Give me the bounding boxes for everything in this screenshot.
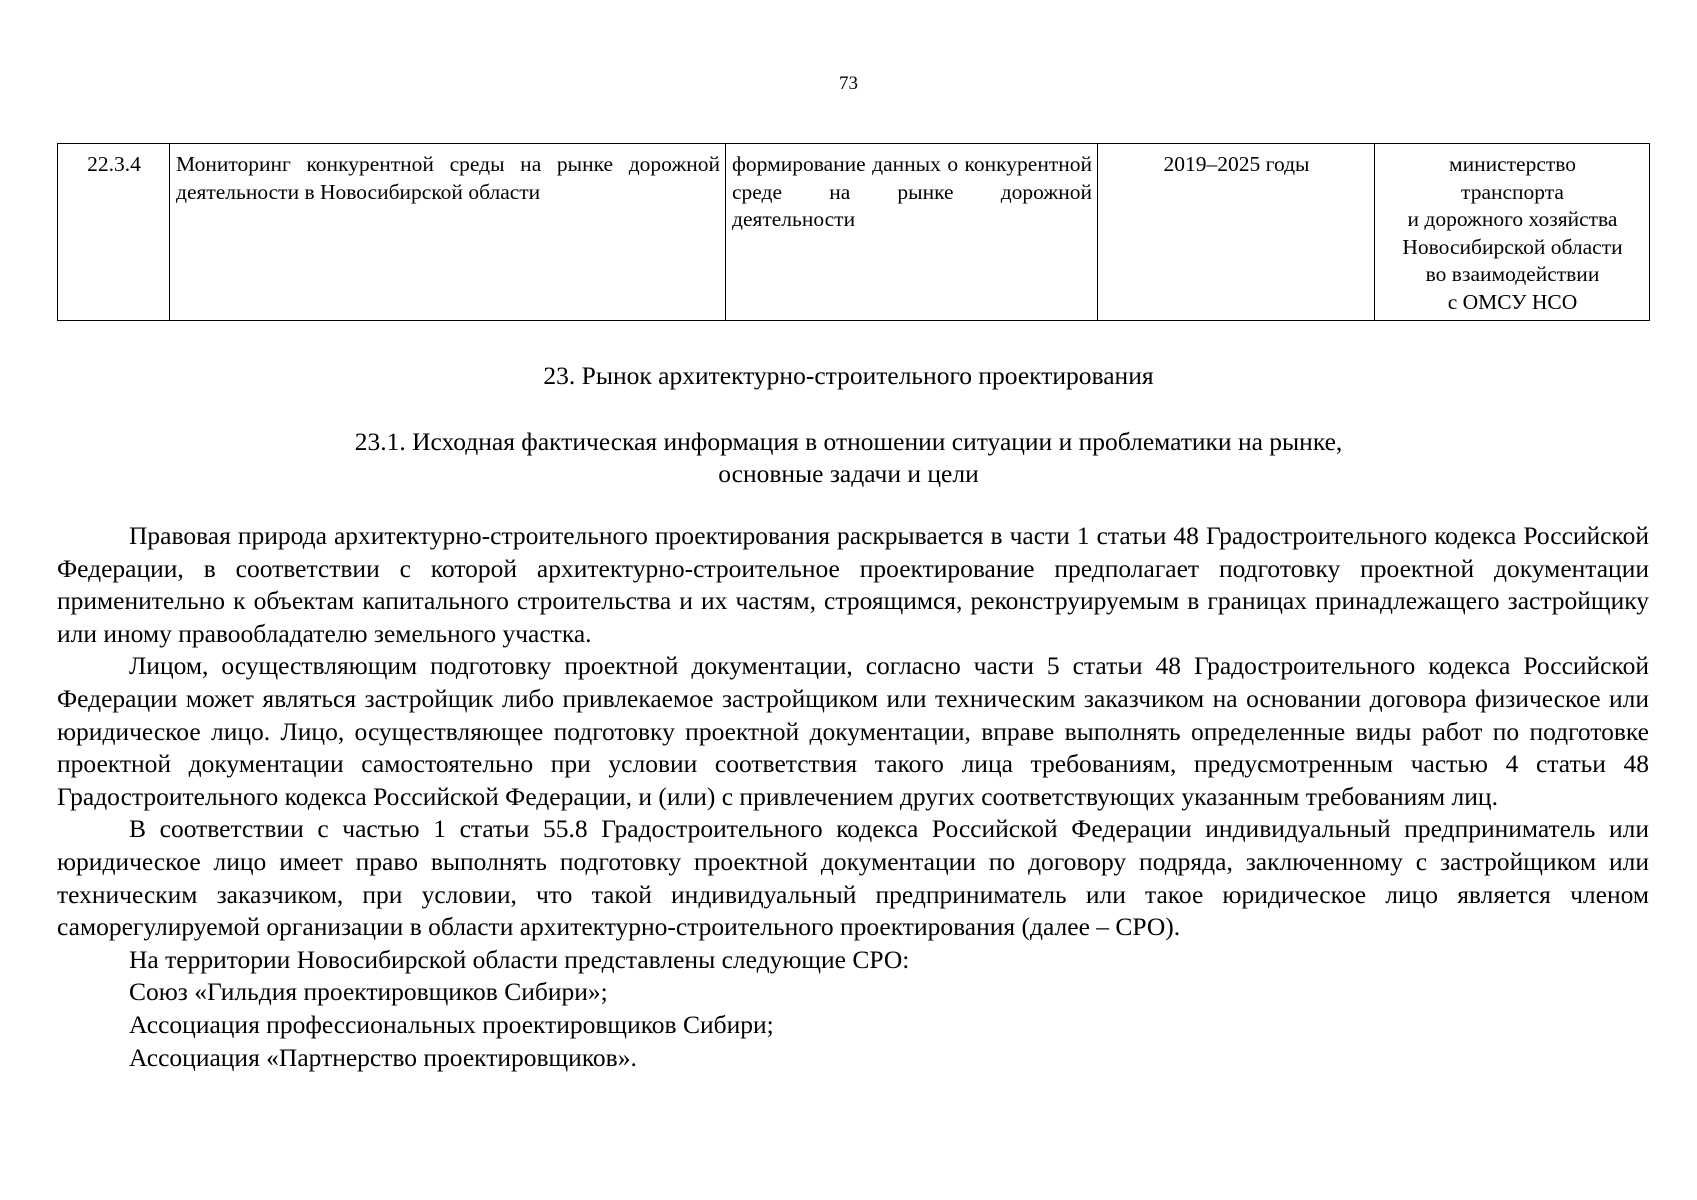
sro-intro: На территории Новосибирской области представлены следующие СРО: <box>129 944 910 974</box>
executor-line: и дорожного хозяйства <box>1407 207 1618 232</box>
body-text <box>57 520 1649 1074</box>
executor-line: с ОМСУ НСО <box>1447 289 1578 314</box>
executor-line: во взаимодействии <box>1425 262 1600 287</box>
paragraph: Лицом, осуществляющим подготовку проектной документации, согласно части 5 статьи 48 Градостроительного кодекса Российской Федерации может являться застройщик либо привлекаемое застройщиком или техническим заказчиком на основании договора физическое или юридическое лицо. Лицо, осуществляющее подготовку проектной документации, вправе выполнять определенные виды работ по подготовке проектной документации самостоятельно при условии соответствия такого лица требованиям, предусмотренным частью 4 статьи 48 Градостроительного кодекса Российской Федерации, и (или) с привлечением других соответствующих указанным требованиям лиц. <box>57 651 1649 811</box>
table-row <box>58 144 1650 321</box>
sro-list-item: Союз «Гильдия проектировщиков Сибири»; <box>129 977 608 1007</box>
executor-line: транспорта <box>1461 179 1564 204</box>
page-number: 73 <box>839 73 858 94</box>
executor-line: Новосибирской области <box>1402 234 1623 259</box>
sro-list-item: Ассоциация профессиональных проектировщиков Сибири; <box>129 1009 774 1039</box>
executor-line: министерство <box>1448 152 1577 176</box>
measures-table <box>57 143 1650 321</box>
row-number: 22.3.4 <box>58 144 170 321</box>
measure-name: Мониторинг конкурентной среды на рынке дорожной деятельности в Новосибирской области <box>170 144 726 321</box>
paragraph: Правовая природа архитектурно-строительного проектирования раскрывается в части 1 статьи 48 Градостроительного кодекса Российской Федерации, в соответствии с которой архитектурно-строительное проектирование предполагает подготовку проектной документации применительно к объектам капитального строительства и их частям, строящимся, реконструируемым в границах принадлежащего застройщику или иному правообладателю земельного участка. <box>57 521 1649 648</box>
measure-result: формирование данных о конкурентной среде на рынке дорожной деятельности <box>726 144 1098 321</box>
sro-list-item: Ассоциация «Партнерство проектировщиков». <box>129 1042 637 1072</box>
subsection-title-line: 23.1. Исходная фактическая информация в отношении ситуации и проблематики на рынке, <box>354 427 1343 456</box>
measure-period: 2019–2025 годы <box>1098 144 1375 321</box>
paragraph: В соответствии с частью 1 статьи 55.8 Градостроительного кодекса Российской Федерации индивидуальный предприниматель или юридическое лицо имеет право выполнять подготовку проектной документации по договору подряда, заключенному с застройщиком или техническим заказчиком, при условии, что такой индивидуальный предприниматель или такое юридическое лицо является членом саморегулируемой организации в области архитектурно-строительного проектирования (далее – СРО). <box>57 814 1649 942</box>
subsection-title-line: основные задачи и цели <box>718 459 979 488</box>
measure-executors <box>1375 144 1650 321</box>
subsection-title <box>0 426 1697 490</box>
section-title: 23. Рынок архитектурно-строительного проектирования <box>543 361 1154 390</box>
